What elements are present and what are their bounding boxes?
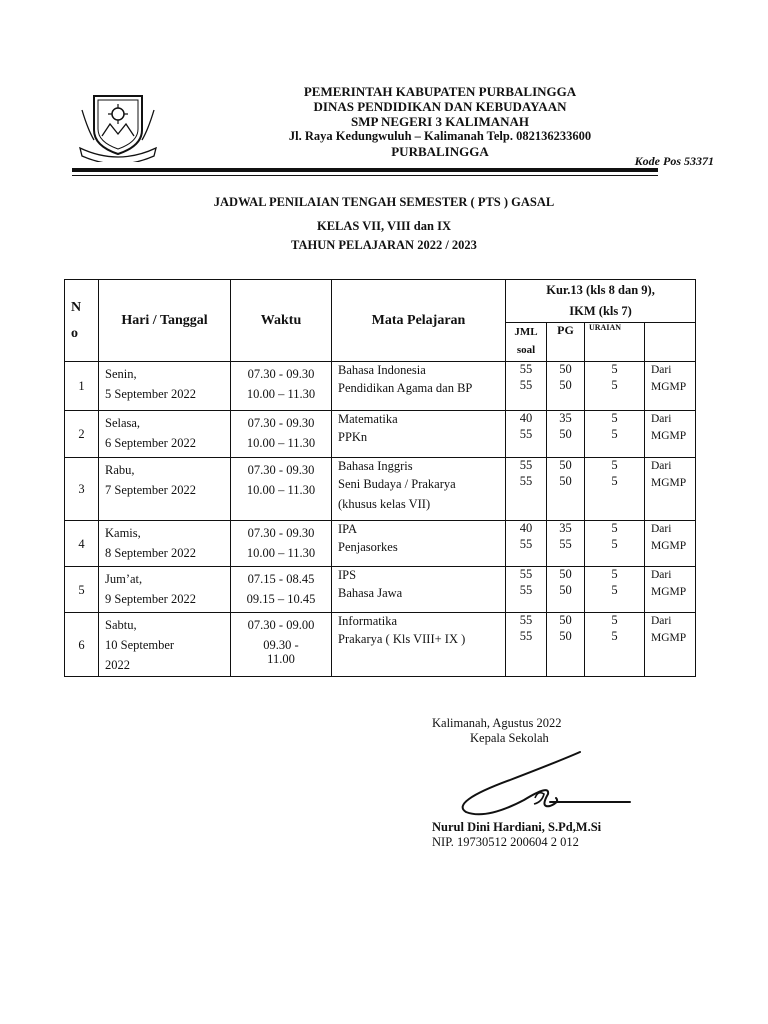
cell-jml (506, 613, 547, 677)
cell-day-date (99, 613, 231, 677)
time-slot-2: 10.00 – 11.30 (246, 483, 316, 497)
cell-no (65, 567, 99, 613)
day-name: Sabtu, (105, 618, 137, 632)
day-name: Kamis, (105, 526, 141, 540)
uraian-1: 5 (611, 613, 618, 627)
letterhead-line1: PEMERINTAH KABUPATEN PURBALINGGA (303, 84, 577, 99)
subject-1: IPA (338, 522, 357, 536)
cell-time (231, 613, 332, 677)
cell-jml (506, 521, 547, 567)
uraian-2: 5 (611, 474, 618, 488)
date-text: 8 September 2022 (105, 546, 196, 560)
jml-1: 40 (519, 521, 533, 535)
cell-time (231, 567, 332, 613)
subject-3: (khusus kelas VII) (338, 497, 431, 511)
letterhead (170, 84, 710, 159)
cell-source (645, 458, 696, 521)
schedule-table (64, 279, 696, 677)
header-curriculum: Kur.13 (kls 8 dan 9), IKM (kls 7) (506, 280, 696, 323)
pg-2: 55 (559, 537, 572, 551)
table-row (65, 521, 696, 567)
doc-title-line3: TAHUN PELAJARAN 2022 / 2023 (291, 238, 477, 252)
signature-place-date: Kalimanah, Agustus 2022 (432, 716, 562, 730)
subject-2: Seni Budaya / Prakarya (338, 477, 456, 491)
letterhead-rule-thick (72, 168, 658, 172)
source-note: Dari MGMP (651, 413, 687, 442)
date-text: 6 September 2022 (105, 436, 196, 450)
cell-no (65, 362, 99, 411)
day-name: Rabu, (105, 463, 135, 477)
table-row (65, 458, 696, 521)
jml-2: 55 (519, 378, 533, 392)
subject-1: Bahasa Indonesia (338, 363, 426, 377)
letterhead-city: PURBALINGGA (391, 144, 489, 159)
date-text: 5 September 2022 (105, 387, 196, 401)
time-slot-2: 09.15 – 10.45 (246, 592, 316, 606)
subject-1: Informatika (338, 614, 398, 628)
pg-2: 50 (559, 378, 572, 392)
cell-pg (547, 613, 585, 677)
jml-2: 55 (519, 474, 533, 488)
signer-nip: NIP. 19730512 200604 2 012 (432, 835, 579, 849)
header-subject: Mata Pelajaran (332, 280, 506, 362)
uraian-1: 5 (611, 411, 618, 425)
cell-pg (547, 567, 585, 613)
table-row (65, 362, 696, 411)
jml-2: 55 (519, 537, 533, 551)
jml-2: 55 (519, 427, 533, 441)
row-number: 5 (78, 582, 85, 597)
subject-2: Prakarya ( Kls VIII+ IX ) (338, 632, 466, 646)
uraian-2: 5 (611, 629, 618, 643)
row-number: 1 (78, 379, 85, 393)
time-slot-2: 10.00 – 11.30 (246, 387, 316, 401)
cell-no (65, 458, 99, 521)
cell-subject (332, 521, 506, 567)
cell-uraian (585, 613, 645, 677)
regency-emblem (74, 90, 162, 162)
time-slot-1: 07.15 - 08.45 (247, 572, 315, 586)
pg-2: 50 (559, 474, 572, 488)
cell-subject (332, 458, 506, 521)
pg-1: 35 (559, 411, 572, 425)
cell-pg (547, 521, 585, 567)
header-pg: PG (547, 323, 585, 362)
time-slot-1: 07.30 - 09.00 (247, 618, 315, 632)
cell-time (231, 362, 332, 411)
cell-time (231, 458, 332, 521)
uraian-2: 5 (611, 537, 618, 551)
subject-2: Penjasorkes (338, 540, 398, 554)
subject-2: Bahasa Jawa (338, 586, 403, 600)
letterhead-line3: SMP NEGERI 3 KALIMANAH (350, 114, 530, 129)
row-number: 4 (78, 536, 85, 551)
cell-source (645, 613, 696, 677)
row-number: 6 (78, 637, 85, 652)
cell-day-date (99, 411, 231, 458)
cell-uraian (585, 567, 645, 613)
cell-subject (332, 613, 506, 677)
time-slot-2: 09.30 - 11.00 (263, 638, 299, 666)
pg-1: 50 (559, 458, 572, 472)
cell-source (645, 521, 696, 567)
header-no: N o (65, 280, 99, 362)
letterhead-rule-thin (72, 175, 658, 176)
jml-1: 55 (519, 613, 533, 627)
cell-source (645, 362, 696, 411)
cell-jml (506, 567, 547, 613)
subject-1: Bahasa Inggris (338, 459, 413, 473)
date-text: 7 September 2022 (105, 483, 196, 497)
header-empty-cell (645, 323, 696, 362)
date-text: 9 September 2022 (105, 592, 196, 606)
source-note: Dari MGMP (651, 460, 687, 489)
cell-jml (506, 362, 547, 411)
time-slot-2: 10.00 – 11.30 (246, 546, 316, 560)
pg-1: 35 (559, 521, 572, 535)
pg-1: 50 (559, 362, 572, 376)
uraian-1: 5 (611, 362, 618, 376)
uraian-1: 5 (611, 458, 618, 472)
subject-1: IPS (338, 568, 357, 582)
day-name: Selasa, (105, 416, 141, 430)
cell-jml (506, 458, 547, 521)
table-row (65, 567, 696, 613)
letterhead-address: Jl. Raya Kedungwuluh – Kalimanah Telp. 082136233600 (288, 129, 592, 143)
cell-pg (547, 362, 585, 411)
source-note: Dari MGMP (651, 364, 687, 393)
uraian-2: 5 (611, 378, 618, 392)
cell-uraian (585, 411, 645, 458)
postal-code: Kode Pos 53371 (634, 154, 714, 168)
uraian-1: 5 (611, 567, 618, 581)
doc-title-line2: KELAS VII, VIII dan IX (317, 219, 451, 233)
jml-1: 55 (519, 567, 533, 581)
cell-day-date (99, 458, 231, 521)
pg-1: 50 (559, 613, 572, 627)
pg-2: 50 (559, 427, 572, 441)
jml-2: 55 (519, 583, 533, 597)
time-slot-1: 07.30 - 09.30 (247, 416, 315, 430)
cell-no (65, 411, 99, 458)
header-day-date: Hari / Tanggal (99, 280, 231, 362)
source-note: Dari MGMP (651, 615, 687, 644)
cell-time (231, 521, 332, 567)
uraian-1: 5 (611, 521, 618, 535)
cell-day-date (99, 567, 231, 613)
signer-name: Nurul Dini Hardiani, S.Pd,M.Si (432, 820, 602, 834)
time-slot-1: 07.30 - 09.30 (247, 526, 315, 540)
date-text: 10 September 2022 (105, 638, 175, 672)
header-jml-soal: JML soal (506, 323, 547, 362)
uraian-2: 5 (611, 427, 618, 441)
cell-pg (547, 411, 585, 458)
cell-no (65, 521, 99, 567)
cell-day-date (99, 362, 231, 411)
uraian-2: 5 (611, 583, 618, 597)
source-note: Dari MGMP (651, 523, 687, 552)
day-name: Senin, (105, 367, 137, 381)
row-number: 3 (78, 482, 85, 496)
cell-subject (332, 411, 506, 458)
jml-1: 55 (519, 362, 533, 376)
row-number: 2 (78, 427, 85, 441)
pg-1: 50 (559, 567, 572, 581)
jml-2: 55 (519, 629, 533, 643)
subject-1: Matematika (338, 412, 398, 426)
source-note: Dari MGMP (651, 569, 687, 598)
cell-subject (332, 567, 506, 613)
cell-source (645, 411, 696, 458)
letterhead-line2: DINAS PENDIDIKAN DAN KEBUDAYAAN (313, 99, 567, 114)
header-uraian: URAIAN (585, 323, 645, 362)
table-row (65, 613, 696, 677)
time-slot-1: 07.30 - 09.30 (247, 367, 315, 381)
day-name: Jum’at, (105, 572, 143, 586)
cell-uraian (585, 362, 645, 411)
cell-uraian (585, 521, 645, 567)
cell-pg (547, 458, 585, 521)
cell-no (65, 613, 99, 677)
pg-2: 50 (559, 583, 572, 597)
cell-jml (506, 411, 547, 458)
handwritten-signature (430, 750, 640, 822)
time-slot-1: 07.30 - 09.30 (247, 463, 315, 477)
table-row (65, 411, 696, 458)
signature-role: Kepala Sekolah (470, 731, 549, 745)
jml-1: 55 (519, 458, 533, 472)
cell-day-date (99, 521, 231, 567)
header-time: Waktu (231, 280, 332, 362)
cell-subject (332, 362, 506, 411)
jml-1: 40 (519, 411, 533, 425)
subject-2: PPKn (338, 430, 368, 444)
doc-title-line1: JADWAL PENILAIAN TENGAH SEMESTER ( PTS ) GASAL (213, 195, 555, 209)
cell-time (231, 411, 332, 458)
cell-source (645, 567, 696, 613)
pg-2: 50 (559, 629, 572, 643)
subject-2: Pendidikan Agama dan BP (338, 381, 473, 395)
cell-uraian (585, 458, 645, 521)
time-slot-2: 10.00 – 11.30 (246, 436, 316, 450)
